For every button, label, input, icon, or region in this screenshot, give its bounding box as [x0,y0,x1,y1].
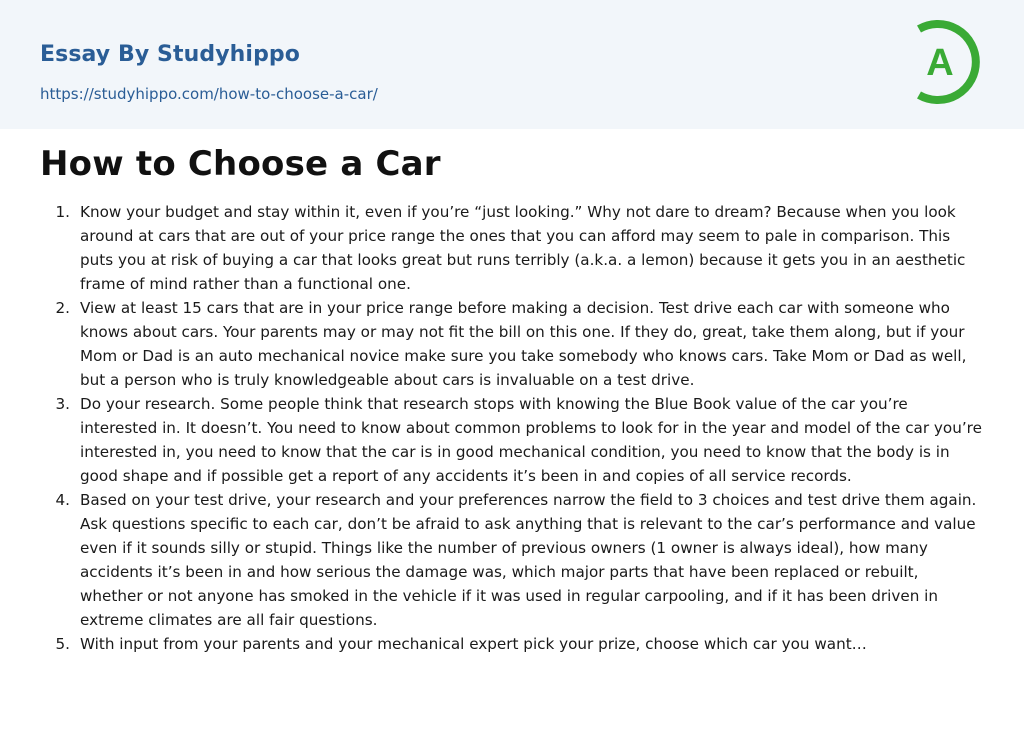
studyhippo-logo-icon[interactable] [907,17,987,107]
list-item [0,488,1024,632]
list-item-text: Know your budget and stay within it, even if you’re “just looking.” Why not dare to dream? Because when you look around at cars that are out of your price range the ones that you can afford may seem to pale in comparison. This puts you at risk of buying a car that looks great but runs terribly (a.k.a. a lemon) because it gets you in an aesthetic frame of mind rather than a functional one. [80,203,966,293]
list-item-text: Based on your test drive, your research and your preferences narrow the field to 3 choices and test drive them again. Ask questions specific to each car, don’t be afraid to ask anything that is relevant to the car’s performance and value even if it sounds silly or stupid. Things like the number of previous owners (1 owner is always ideal), how many accidents it’s been in and how serious the damage was, which major parts that have been replaced or rebuilt, whether or not anyone has smoked in the vehicle if it was used in regular carpooling, and if it has been driven in extreme climates are all fair questions. [80,491,977,629]
list-item-number: 2. [55,299,70,317]
list-item [0,392,1024,488]
page-title: How to Choose a Car [40,144,441,184]
list-item-number: 1. [55,203,70,221]
essay-list [0,200,1024,656]
logo-letter: A [926,42,954,84]
list-item-text: With input from your parents and your mechanical expert pick your prize, choose which car you want… [80,635,867,653]
list-item-text: Do your research. Some people think that research stops with knowing the Blue Book value of the car you’re interested in. It doesn’t. You need to know about common problems to look for in the year and model of the car you’re interested in, you need to know that the car is in good mechanical condition, you need to know that the body is in good shape and if possible get a report of any accidents it’s been in and copies of all service records. [80,395,982,485]
list-item [0,200,1024,296]
list-item-text: View at least 15 cars that are in your price range before making a decision. Test drive each car with someone who knows about cars. Your parents may or may not fit the bill on this one. If they do, great, take them along, but if your Mom or Dad is an auto mechanical novice make sure you take somebody who knows cars. Take Mom or Dad as well, but a person who is truly knowledgeable about cars is invaluable on a test drive. [80,299,967,389]
list-item-number: 4. [55,491,70,509]
list-item [0,632,1024,656]
list-item [0,296,1024,392]
list-item-number: 3. [55,395,70,413]
source-url-link[interactable]: https://studyhippo.com/how-to-choose-a-car/ [40,85,378,103]
page-header [0,0,1024,129]
list-item-number: 5. [55,635,70,653]
brand-title: Essay By Studyhippo [40,42,300,67]
